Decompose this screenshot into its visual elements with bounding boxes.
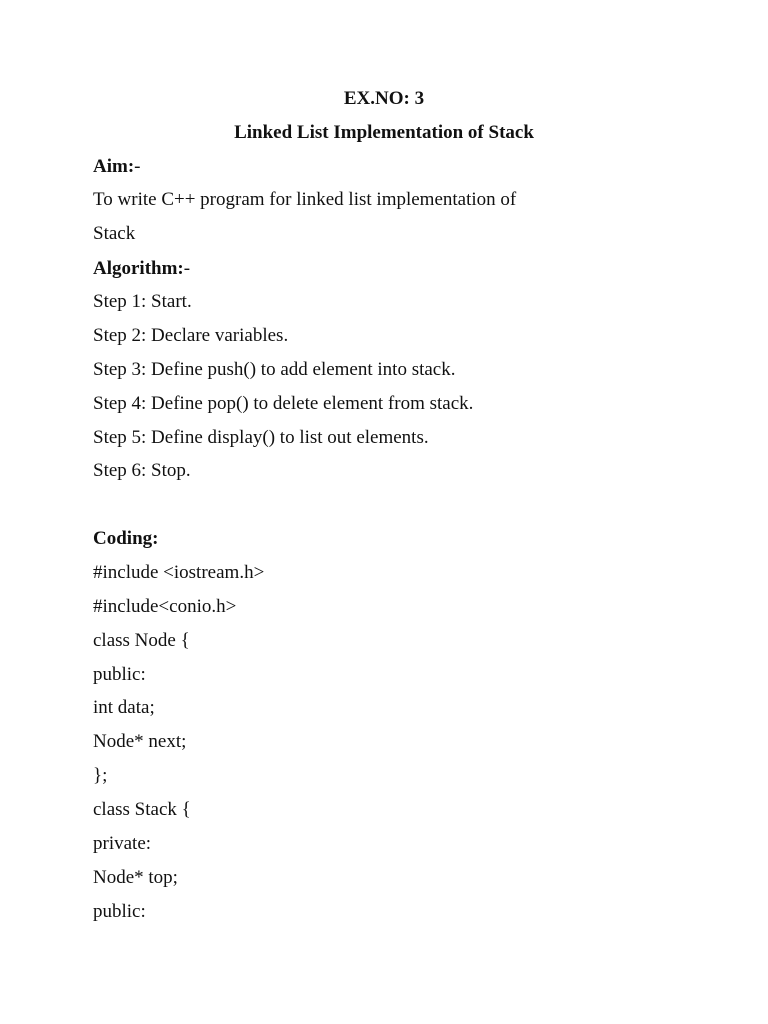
code-line: private: [93, 833, 152, 854]
algorithm-heading: Algorithm: [93, 258, 184, 279]
algorithm-step: Step 3: Define push() to add element into stack. [93, 359, 456, 380]
document-title: Linked List Implementation of Stack [234, 122, 534, 143]
algorithm-step: Step 6: Stop. [93, 460, 191, 481]
code-line: #include<conio.h> [93, 596, 237, 617]
code-line: Node* top; [93, 867, 178, 888]
code-line: int data; [93, 697, 155, 718]
aim-text-line-2: Stack [93, 223, 136, 244]
algorithm-step: Step 2: Declare variables. [93, 325, 289, 346]
exercise-number: EX.NO: 3 [343, 88, 425, 109]
code-line: Node* next; [93, 731, 187, 752]
aim-heading-suffix: - [134, 156, 141, 177]
algorithm-heading-suffix: - [183, 258, 191, 279]
code-line: class Stack { [93, 799, 191, 820]
code-line: public: [93, 901, 146, 922]
code-line: class Node { [93, 630, 190, 651]
coding-heading: Coding: [93, 528, 159, 549]
algorithm-step: Step 4: Define pop() to delete element from stack. [93, 393, 474, 414]
aim-heading-line [93, 156, 140, 178]
code-line: }; [93, 765, 108, 786]
algorithm-step: Step 1: Start. [93, 291, 192, 312]
algorithm-heading-line [93, 258, 190, 280]
aim-heading: Aim: [93, 156, 135, 177]
code-line: #include <iostream.h> [93, 562, 265, 583]
code-line: public: [93, 664, 146, 685]
aim-text-line-1: To write C++ program for linked list implementation of [93, 189, 517, 210]
algorithm-step: Step 5: Define display() to list out elements. [93, 427, 429, 448]
